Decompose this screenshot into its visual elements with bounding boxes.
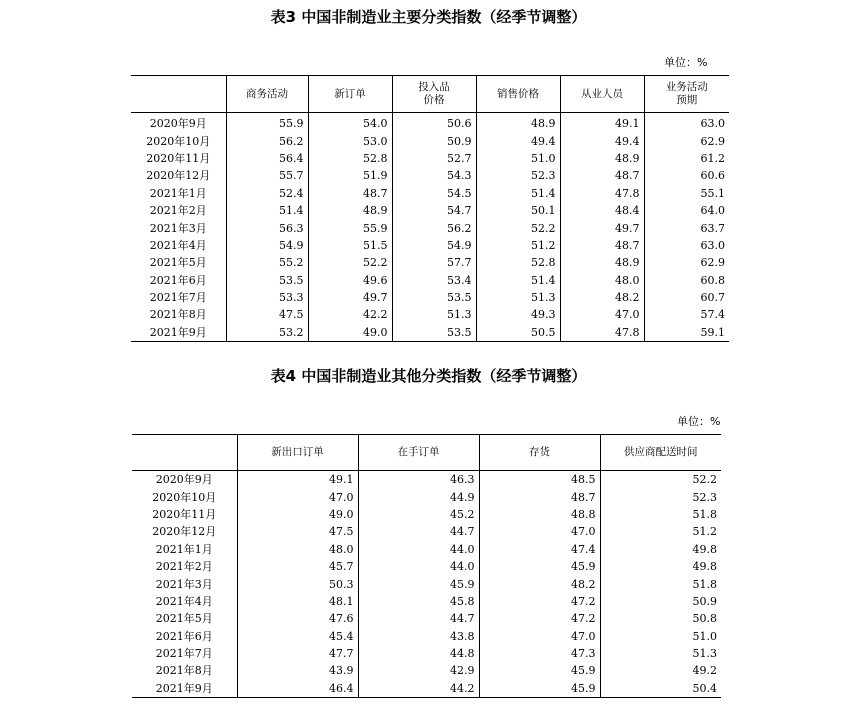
table-cell-value: 44.9 [358, 488, 479, 505]
table-cell-value: 46.3 [358, 471, 479, 489]
table-cell-value: 45.9 [358, 575, 479, 592]
table-cell-value: 50.3 [237, 575, 358, 592]
table-cell-value: 45.8 [358, 593, 479, 610]
table-cell-value: 51.8 [600, 506, 721, 523]
table-cell-value: 54.9 [392, 237, 476, 254]
table-cell-value: 55.1 [644, 185, 729, 202]
table-row [131, 306, 729, 323]
table-cell-value: 53.5 [392, 289, 476, 306]
table4-header-blank [132, 435, 237, 471]
table-row [131, 237, 729, 254]
table-cell-value: 51.4 [226, 202, 308, 219]
row-month-label: 2021年3月 [149, 221, 207, 235]
table-row [131, 289, 729, 306]
table-cell-value: 49.0 [237, 506, 358, 523]
table-cell-value: 52.2 [600, 471, 721, 489]
table-cell-value: 62.9 [644, 132, 729, 149]
table-cell-value: 52.3 [476, 167, 560, 184]
table-cell-value: 48.9 [560, 254, 644, 271]
table-cell-value: 54.5 [392, 185, 476, 202]
table-cell-value: 54.9 [226, 237, 308, 254]
table-row [132, 471, 721, 489]
table4-unit: 单位：% [677, 415, 721, 428]
table-row [131, 324, 729, 342]
table-cell-value: 53.0 [308, 132, 392, 149]
table-cell-value: 47.2 [479, 610, 600, 627]
row-month-label: 2021年3月 [155, 577, 213, 591]
table-cell-value: 48.5 [479, 471, 600, 489]
table-cell-value: 49.4 [476, 132, 560, 149]
table-cell-value: 47.0 [479, 523, 600, 540]
table-cell-value: 51.2 [600, 523, 721, 540]
table-cell-value: 49.8 [600, 541, 721, 558]
table-cell-value: 55.9 [308, 219, 392, 236]
table-cell-value: 43.8 [358, 628, 479, 645]
table-cell-value: 48.7 [479, 488, 600, 505]
table-cell-value: 52.2 [476, 219, 560, 236]
table-cell-value: 50.8 [600, 610, 721, 627]
row-month-label: 2020年10月 [152, 490, 217, 504]
table-cell-value: 46.4 [237, 680, 358, 698]
table-row [132, 662, 721, 679]
table-cell-value: 50.6 [392, 113, 476, 133]
table-row [131, 272, 729, 289]
table-cell-value: 47.2 [479, 593, 600, 610]
table-cell-value: 52.8 [308, 150, 392, 167]
table-cell-value: 53.4 [392, 272, 476, 289]
table-row [132, 593, 721, 610]
table-cell-value: 52.7 [392, 150, 476, 167]
table-row [131, 185, 729, 202]
table-cell-value: 57.7 [392, 254, 476, 271]
table-cell-value: 63.0 [644, 113, 729, 133]
table-row [132, 680, 721, 698]
table-cell-value: 48.2 [560, 289, 644, 306]
table-cell-value: 56.4 [226, 150, 308, 167]
table-cell-value: 50.9 [392, 132, 476, 149]
table-cell-value: 48.2 [479, 575, 600, 592]
table-row [131, 202, 729, 219]
table-cell-value: 50.5 [476, 324, 560, 342]
table-row [131, 254, 729, 271]
table-cell-value: 47.7 [237, 645, 358, 662]
table-cell-value: 45.9 [479, 680, 600, 698]
table-cell-value: 56.2 [226, 132, 308, 149]
table4-header-row [132, 435, 721, 471]
table-cell-value: 48.7 [560, 167, 644, 184]
table-cell-value: 49.4 [560, 132, 644, 149]
table4-title: 表4 中国非制造业其他分类指数（经季节调整） [270, 367, 587, 385]
table-cell-value: 54.7 [392, 202, 476, 219]
table-cell-value: 48.1 [237, 593, 358, 610]
table-cell-value: 51.8 [600, 575, 721, 592]
table-cell-value: 47.0 [560, 306, 644, 323]
table4-header-inventory: 存货 [479, 435, 600, 471]
table-cell-value: 55.2 [226, 254, 308, 271]
row-month-label: 2020年11月 [152, 507, 217, 521]
table-cell-value: 48.9 [560, 150, 644, 167]
row-month-label: 2021年7月 [149, 291, 207, 305]
table-cell-value: 45.7 [237, 558, 358, 575]
table-cell-value: 53.5 [392, 324, 476, 342]
table-row [132, 558, 721, 575]
table-cell-value: 51.3 [392, 306, 476, 323]
table-row [132, 628, 721, 645]
table3-header-business-activity: 商务活动 [226, 76, 308, 113]
row-month-label: 2021年4月 [149, 238, 207, 252]
table-cell-value: 48.7 [560, 237, 644, 254]
row-month-label: 2021年8月 [149, 308, 207, 322]
table-cell-value: 49.7 [308, 289, 392, 306]
table-row [132, 610, 721, 627]
table4-header-new-export-orders: 新出口订单 [237, 435, 358, 471]
table-cell-value: 47.6 [237, 610, 358, 627]
table-cell-value: 44.0 [358, 541, 479, 558]
table-cell-value: 60.6 [644, 167, 729, 184]
table-cell-value: 47.8 [560, 324, 644, 342]
table-cell-value: 63.7 [644, 219, 729, 236]
table-cell-value: 49.0 [308, 324, 392, 342]
table-cell-value: 49.8 [600, 558, 721, 575]
table-cell-value: 60.8 [644, 272, 729, 289]
table-cell-value: 63.0 [644, 237, 729, 254]
table-cell-value: 49.6 [308, 272, 392, 289]
table-cell-value: 49.2 [600, 662, 721, 679]
table-cell-value: 54.0 [308, 113, 392, 133]
table-cell-value: 48.8 [479, 506, 600, 523]
row-month-label: 2020年11月 [146, 151, 211, 165]
table-row [132, 488, 721, 505]
row-month-label: 2020年12月 [152, 525, 217, 539]
table4-header-backlog-orders: 在手订单 [358, 435, 479, 471]
row-month-label: 2021年7月 [155, 647, 213, 661]
table-cell-value: 44.0 [358, 558, 479, 575]
table-cell-value: 43.9 [237, 662, 358, 679]
row-month-label: 2021年1月 [155, 542, 213, 556]
table-cell-value: 52.3 [600, 488, 721, 505]
row-month-label: 2021年5月 [149, 256, 207, 270]
table-row [131, 132, 729, 149]
table-cell-value: 55.9 [226, 113, 308, 133]
table-cell-value: 52.8 [476, 254, 560, 271]
table-cell-value: 47.3 [479, 645, 600, 662]
table-cell-value: 44.2 [358, 680, 479, 698]
row-month-label: 2021年4月 [155, 594, 213, 608]
table-cell-value: 56.2 [392, 219, 476, 236]
table-cell-value: 51.0 [476, 150, 560, 167]
table-row [131, 219, 729, 236]
table-row [132, 645, 721, 662]
table-row [132, 523, 721, 540]
table-cell-value: 49.1 [237, 471, 358, 489]
table3-header-sales-prices: 销售价格 [476, 76, 560, 113]
table-cell-value: 50.1 [476, 202, 560, 219]
table-row [131, 113, 729, 133]
table-cell-value: 51.3 [600, 645, 721, 662]
table-cell-value: 50.9 [600, 593, 721, 610]
table-row [132, 506, 721, 523]
table-cell-value: 48.4 [560, 202, 644, 219]
row-month-label: 2021年1月 [149, 186, 207, 200]
table-cell-value: 49.7 [560, 219, 644, 236]
table3 [131, 75, 729, 342]
table-cell-value: 48.0 [237, 541, 358, 558]
table-cell-value: 60.7 [644, 289, 729, 306]
table-cell-value: 51.3 [476, 289, 560, 306]
table-cell-value: 51.0 [600, 628, 721, 645]
row-month-label: 2020年12月 [146, 169, 211, 183]
table-cell-value: 52.2 [308, 254, 392, 271]
table-cell-value: 51.5 [308, 237, 392, 254]
row-month-label: 2021年9月 [155, 681, 213, 695]
table-cell-value: 53.3 [226, 289, 308, 306]
table-cell-value: 61.2 [644, 150, 729, 167]
table3-header-blank [131, 76, 226, 113]
table-cell-value: 51.4 [476, 185, 560, 202]
row-month-label: 2021年9月 [149, 325, 207, 339]
row-month-label: 2020年9月 [155, 473, 213, 487]
table-cell-value: 51.9 [308, 167, 392, 184]
table-cell-value: 47.5 [226, 306, 308, 323]
table-cell-value: 53.2 [226, 324, 308, 342]
table-cell-value: 54.3 [392, 167, 476, 184]
table-cell-value: 47.0 [479, 628, 600, 645]
row-month-label: 2021年8月 [155, 664, 213, 678]
table-cell-value: 42.2 [308, 306, 392, 323]
row-month-label: 2021年6月 [155, 629, 213, 643]
table-cell-value: 59.1 [644, 324, 729, 342]
row-month-label: 2020年10月 [146, 134, 211, 148]
table3-header-row [131, 76, 729, 113]
table-cell-value: 45.9 [479, 662, 600, 679]
table-cell-value: 47.8 [560, 185, 644, 202]
table-cell-value: 44.8 [358, 645, 479, 662]
table-cell-value: 64.0 [644, 202, 729, 219]
row-month-label: 2021年5月 [155, 612, 213, 626]
table3-header-employment: 从业人员 [560, 76, 644, 113]
table-cell-value: 47.4 [479, 541, 600, 558]
table-cell-value: 57.4 [644, 306, 729, 323]
table-row [132, 575, 721, 592]
table-cell-value: 49.1 [560, 113, 644, 133]
row-month-label: 2021年6月 [149, 273, 207, 287]
table-cell-value: 51.4 [476, 272, 560, 289]
table-cell-value: 53.5 [226, 272, 308, 289]
table3-header-input-prices: 投入品 价格 [392, 76, 476, 113]
table-cell-value: 52.4 [226, 185, 308, 202]
table-row [131, 150, 729, 167]
table-cell-value: 55.7 [226, 167, 308, 184]
table-cell-value: 62.9 [644, 254, 729, 271]
table-cell-value: 44.7 [358, 523, 479, 540]
table-cell-value: 45.9 [479, 558, 600, 575]
table-cell-value: 48.9 [308, 202, 392, 219]
table-cell-value: 56.3 [226, 219, 308, 236]
table3-unit: 单位：% [664, 56, 708, 69]
table-cell-value: 45.4 [237, 628, 358, 645]
table-cell-value: 42.9 [358, 662, 479, 679]
table4 [132, 434, 721, 698]
table-row [131, 167, 729, 184]
row-month-label: 2020年9月 [149, 117, 207, 131]
table-cell-value: 51.2 [476, 237, 560, 254]
row-month-label: 2021年2月 [155, 560, 213, 574]
table-cell-value: 48.7 [308, 185, 392, 202]
table-cell-value: 48.9 [476, 113, 560, 133]
row-month-label: 2021年2月 [149, 204, 207, 218]
table-cell-value: 45.2 [358, 506, 479, 523]
table-cell-value: 50.4 [600, 680, 721, 698]
table4-header-supplier-delivery: 供应商配送时间 [600, 435, 721, 471]
table-cell-value: 48.0 [560, 272, 644, 289]
table-cell-value: 47.5 [237, 523, 358, 540]
table-cell-value: 47.0 [237, 488, 358, 505]
table-cell-value: 44.7 [358, 610, 479, 627]
table3-title: 表3 中国非制造业主要分类指数（经季节调整） [270, 8, 587, 26]
table3-header-expectations: 业务活动 预期 [644, 76, 729, 113]
table-cell-value: 49.3 [476, 306, 560, 323]
table3-header-new-orders: 新订单 [308, 76, 392, 113]
table-row [132, 541, 721, 558]
